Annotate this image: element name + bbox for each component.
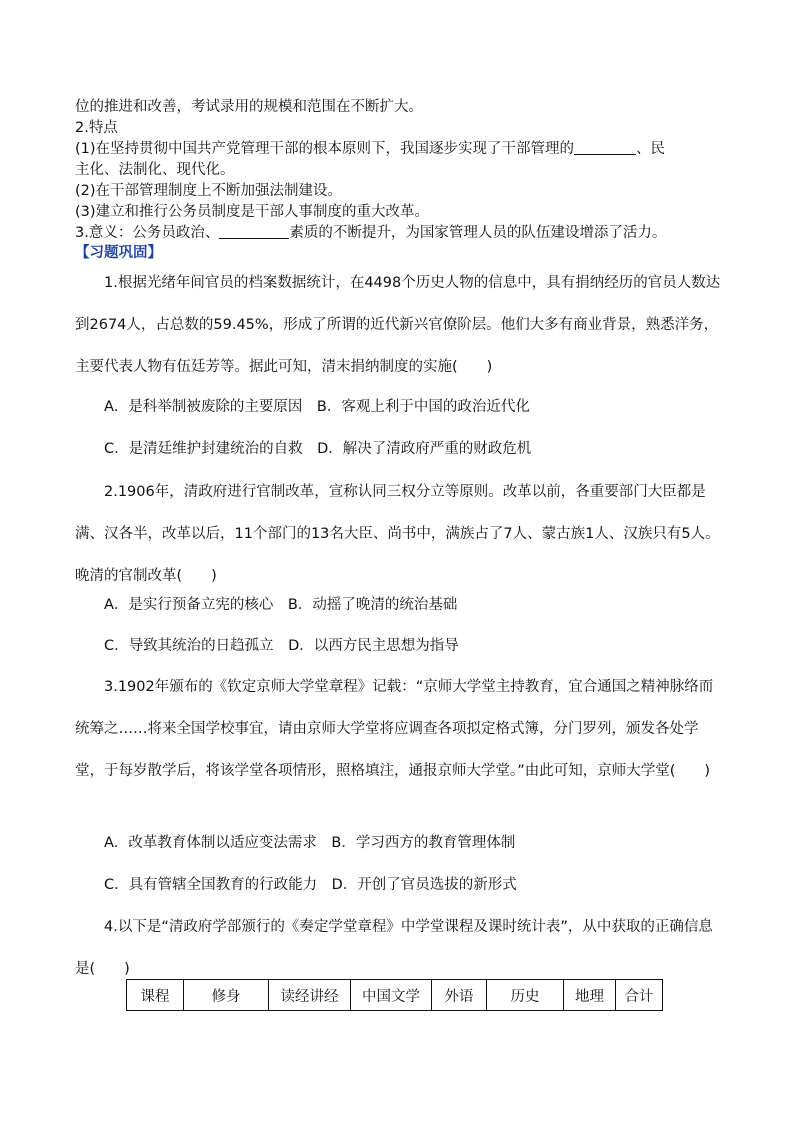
significance-text: 3.意义：公务员政治、: [75, 225, 220, 241]
table-header-cell: 合计: [616, 980, 663, 1011]
significance: [75, 223, 666, 243]
feature-3: (3)建立和推行公务员制度是干部人事制度的重大改革。: [75, 204, 430, 220]
section-title: 【习题巩固】: [75, 245, 162, 261]
intro-line: 位的推进和改善，考试录用的规模和范围在不断扩大。: [75, 99, 423, 115]
question-3-options-row-1: A．改革教育体制以适应变法需求 B．学习西方的教育管理体制: [104, 835, 516, 851]
table-header-cell: 读经讲经: [269, 980, 351, 1011]
question-2-options-row-2: C．导致其统治的日趋孤立 D．以西方民主思想为指导: [104, 638, 459, 654]
fill-blank-2[interactable]: [219, 224, 289, 239]
feature-1-cont: 主化、法制化、现代化。: [75, 162, 235, 178]
question-1-options-row-2: C．是清廷维护封建统治的自救 D．解决了清政府严重的财政危机: [104, 441, 532, 457]
feature-2: (2)在干部管理制度上不断加强法制建设。: [75, 183, 343, 199]
heading-features: 2.特点: [75, 120, 118, 136]
table-header-cell: 外语: [432, 980, 487, 1011]
feature-1-text: (1)在坚持贯彻中国共产党管理干部的根本原则下，我国逐步实现了干部管理的: [75, 141, 575, 157]
feature-1-tail: 、民: [636, 141, 666, 157]
question-2-stem: 2.1906年，清政府进行官制改革，宣称认同三权分立等原则。改革以前，各重要部门大臣都是满、汉各半，改革以后，11个部门的13名大臣、尚书中，满族占了7人、蒙古族1人、汉族只有5人。晚清的官制改革( ): [75, 484, 720, 584]
fill-blank-1[interactable]: [574, 140, 636, 155]
question-3-options-row-2: C．具有管辖全国教育的行政能力 D．开创了官员选拔的新形式: [104, 877, 517, 893]
table-header-cell: 修身: [184, 980, 269, 1011]
table-header-cell: 历史: [487, 980, 564, 1011]
significance-tail: 素质的不断提升，为国家管理人员的队伍建设增添了活力。: [289, 225, 667, 241]
curriculum-table: [126, 979, 663, 1011]
question-3-stem: 3.1902年颁布的《钦定京师大学堂章程》记载：“京师大学堂主持教育，宜合通国之精神脉络而统筹之……将来全国学校事宜，请由京师大学堂将应调查各项拟定格式簿，分门罗列，颁发各处学堂，于每岁散学后，将该学堂各项情形，照格填注，通报京师大学堂。”由此可知，京师大学堂( ): [75, 679, 714, 779]
table-header-cell: 中国文学: [351, 980, 432, 1011]
feature-1: [75, 139, 665, 159]
table-header-cell: 地理: [564, 980, 616, 1011]
question-1-stem: 1.根据光绪年间官员的档案数据统计，在4498个历史人物的信息中，具有捐纳经历的官员人数达到2674人，占总数的59.45%，形成了所谓的近代新兴官僚阶层。他们大多有商业背景，熟悉洋务，主要代表人物有伍廷芳等。据此可知，清末捐纳制度的实施( ): [75, 275, 721, 375]
table-header-cell: 课程: [127, 980, 184, 1011]
table-header-row: [127, 980, 663, 1011]
question-2-options-row-1: A．是实行预备立宪的核心 B．动摇了晚清的统治基础: [104, 597, 458, 613]
question-1-options-row-1: A．是科举制被废除的主要原因 B．客观上利于中国的政治近代化: [104, 399, 530, 415]
question-4-stem: 4.以下是“清政府学部颁行的《奏定学堂章程》中学堂课程及课时统计表”，从中获取的正确信息是( ): [75, 919, 713, 977]
